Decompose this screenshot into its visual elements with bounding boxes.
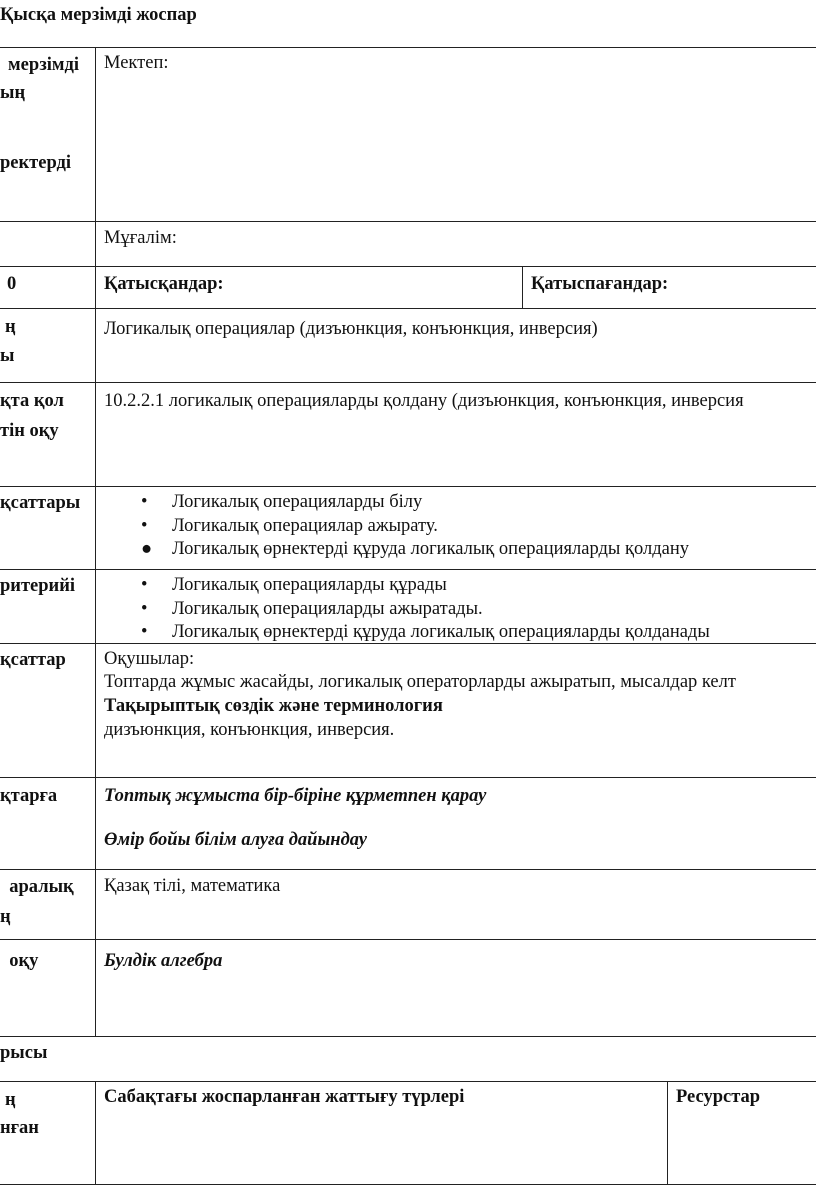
- table-border: [667, 1081, 668, 1185]
- present-label: Қатысқандар:: [104, 274, 224, 294]
- column-header: нған: [0, 1118, 39, 1138]
- row-label: мерзімді: [8, 55, 80, 75]
- table-border: [0, 1036, 816, 1037]
- lesson-topic: Логикалық операциялар (дизъюнкция, конъюнкция, инверсия): [104, 319, 598, 339]
- page-title: Қысқа мерзімді жоспар: [0, 5, 197, 25]
- list-item: • Логикалық өрнектерді құруда логикалық операцияларды қолданады: [141, 622, 710, 642]
- bullet-icon: •: [141, 515, 148, 536]
- row-label: 0: [7, 274, 17, 294]
- cross-curricular: Қазақ тілі, математика: [104, 876, 281, 896]
- table-border: [0, 308, 816, 309]
- row-label: қта қол: [0, 391, 64, 411]
- column-header: ң: [5, 1090, 16, 1110]
- row-label: ректерді: [0, 153, 72, 173]
- table-border: [0, 1184, 816, 1185]
- language-goals-line: Оқушылар:: [104, 649, 195, 669]
- table-border: [95, 1081, 96, 1185]
- row-label: қсаттары: [0, 493, 81, 513]
- row-label: қсаттар: [0, 650, 66, 670]
- table-border: [522, 266, 523, 309]
- table-border: [0, 777, 816, 778]
- list-item: • Логикалық операциялар ажырату.: [141, 515, 438, 536]
- table-border: [0, 266, 816, 267]
- table-border: [95, 47, 96, 1037]
- terminology-list: дизъюнкция, конъюнкция, инверсия.: [104, 720, 395, 740]
- bullet-icon: •: [141, 492, 148, 512]
- list-item: • Логикалық операцияларды ажыратады.: [141, 598, 483, 619]
- bullet-icon: •: [141, 598, 148, 619]
- table-border: [0, 569, 816, 570]
- row-label: ы: [0, 346, 15, 366]
- row-label: аралық: [0, 877, 74, 897]
- table-border: [0, 47, 816, 48]
- criteria-list: [104, 574, 710, 645]
- row-label: оқу: [0, 951, 39, 971]
- lesson-goals-list: [104, 491, 689, 562]
- list-item: • Логикалық операцияларды білу: [141, 492, 423, 512]
- column-header: Сабақтағы жоспарланған жаттығу түрлері: [104, 1087, 465, 1107]
- bullet-icon: •: [141, 622, 148, 642]
- column-header: Ресурстар: [676, 1087, 761, 1107]
- list-item: ● Логикалық өрнектерді құруда логикалық операцияларды қолдану: [141, 539, 689, 559]
- table-border: [0, 1081, 816, 1082]
- prior-learning: Булдік алгебра: [104, 951, 223, 971]
- bullet-icon: •: [141, 575, 148, 595]
- values-line: Топтық жұмыста бір-біріне құрметпен қарау: [104, 786, 487, 806]
- language-goals-line: Топтарда жұмыс жасайды, логикалық операторларды ажыратып, мысалдар келт: [104, 672, 736, 692]
- terminology-heading: Тақырыптық сөздік және терминология: [104, 696, 443, 716]
- values-line: Өмір бойы білім алуға дайындау: [104, 830, 367, 850]
- row-label: ң: [5, 317, 16, 337]
- table-border: [0, 486, 816, 487]
- absent-label: Қатыспағандар:: [531, 274, 669, 294]
- table-border: [0, 221, 816, 222]
- table-border: [0, 939, 816, 940]
- teacher-field: Мұғалім:: [104, 228, 177, 248]
- row-label: ың: [0, 83, 26, 103]
- learning-objective: 10.2.2.1 логикалық операцияларды қолдану (дизъюнкция, конъюнкция, инверсия: [104, 391, 744, 411]
- bullet-icon: ●: [141, 539, 153, 559]
- school-field: Мектеп:: [104, 53, 169, 73]
- table-border: [0, 869, 816, 870]
- table-border: [0, 382, 816, 383]
- row-label: қтарға: [0, 786, 58, 806]
- section-title: рысы: [0, 1043, 48, 1063]
- row-label: ритерийі: [0, 576, 75, 596]
- row-label: ң: [0, 907, 11, 927]
- row-label: тін оқу: [0, 421, 59, 441]
- list-item: • Логикалық операцияларды құрады: [141, 575, 447, 595]
